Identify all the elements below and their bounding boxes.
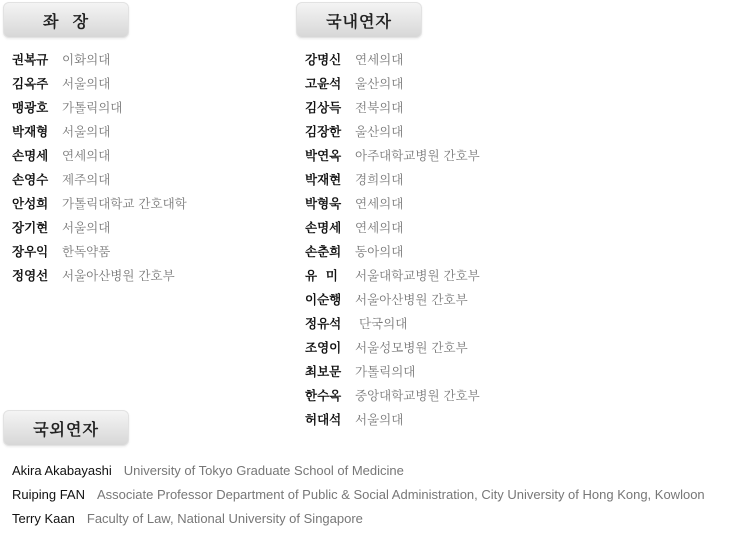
person-affiliation: 서울성모병원 간호부 [355, 340, 468, 355]
speaker-entry [305, 72, 480, 96]
speaker-entry [305, 336, 480, 360]
person-affiliation: 아주대학교병원 간호부 [355, 148, 480, 163]
speaker-entry [305, 216, 480, 240]
person-name: 손명세 [305, 220, 342, 235]
chairs-list [12, 48, 187, 288]
person-affiliation: 서울의대 [355, 412, 404, 427]
person-name: 고윤석 [305, 76, 342, 91]
person-affiliation: Faculty of Law, National University of Singapore [86, 511, 363, 526]
person-name: 이순행 [305, 292, 342, 307]
person-name: 장우익 [12, 244, 49, 259]
speaker-entry [305, 96, 480, 120]
chair-entry [12, 168, 187, 192]
chair-entry [12, 96, 187, 120]
chair-entry [12, 120, 187, 144]
speaker-entry [305, 312, 480, 336]
person-name: 박연옥 [305, 148, 342, 163]
person-affiliation: 가톨릭의대 [355, 364, 416, 379]
person-affiliation: 서울의대 [62, 76, 111, 91]
person-name: 유 미 [305, 268, 338, 283]
foreign-speakers-list [12, 459, 705, 531]
person-name: 손명세 [12, 148, 49, 163]
person-affiliation: 제주의대 [62, 172, 111, 187]
person-name: 안성희 [12, 196, 49, 211]
speaker-entry [305, 360, 480, 384]
domestic-speakers-list [305, 48, 480, 432]
domestic-speakers-heading: 국내연자 [296, 2, 422, 38]
person-name: 박재현 [305, 172, 342, 187]
foreign-speaker-entry [12, 507, 705, 531]
person-name: 박재형 [12, 124, 49, 139]
person-name: 손춘희 [305, 244, 342, 259]
chair-entry [12, 48, 187, 72]
person-affiliation: University of Tokyo Graduate School of Medicine [123, 463, 404, 478]
person-name: 장기현 [12, 220, 49, 235]
chairs-heading: 좌 장 [3, 2, 129, 38]
person-affiliation: 전북의대 [355, 100, 404, 115]
person-affiliation: Associate Professor Department of Public & Social Administration, City University of Hong Kong, Kowloon [96, 487, 705, 502]
chair-entry [12, 144, 187, 168]
person-name: Terry Kaan [12, 511, 75, 526]
person-name: 김장한 [305, 124, 342, 139]
person-name: 최보문 [305, 364, 342, 379]
person-name: Akira Akabayashi [12, 463, 112, 478]
person-affiliation: 서울아산병원 간호부 [355, 292, 468, 307]
person-name: 권복규 [12, 52, 49, 67]
speaker-entry [305, 240, 480, 264]
speaker-entry [305, 384, 480, 408]
chair-entry [12, 216, 187, 240]
person-affiliation: 서울의대 [62, 124, 111, 139]
person-affiliation: 단국의대 [355, 316, 408, 331]
person-affiliation: 연세의대 [355, 196, 404, 211]
person-affiliation: 연세의대 [355, 220, 404, 235]
person-name: 한수옥 [305, 388, 342, 403]
speaker-entry [305, 192, 480, 216]
person-name: 손영수 [12, 172, 49, 187]
foreign-speakers-heading: 국외연자 [3, 410, 129, 446]
person-affiliation: 가톨릭대학교 간호대학 [62, 196, 187, 211]
person-name: 조영이 [305, 340, 342, 355]
person-name: Ruiping FAN [12, 487, 85, 502]
person-name: 김옥주 [12, 76, 49, 91]
person-affiliation: 가톨릭의대 [62, 100, 123, 115]
person-affiliation: 한독약품 [62, 244, 111, 259]
speaker-entry [305, 48, 480, 72]
person-affiliation: 동아의대 [355, 244, 404, 259]
person-affiliation: 연세의대 [355, 52, 404, 67]
chair-entry [12, 72, 187, 96]
person-name: 김상득 [305, 100, 342, 115]
person-affiliation: 서울의대 [62, 220, 111, 235]
person-name: 정영선 [12, 268, 49, 283]
speaker-entry [305, 408, 480, 432]
foreign-speaker-entry [12, 459, 705, 483]
person-affiliation: 연세의대 [62, 148, 111, 163]
person-name: 박형욱 [305, 196, 342, 211]
speaker-entry [305, 120, 480, 144]
person-affiliation: 서울대학교병원 간호부 [355, 268, 480, 283]
person-name: 허대석 [305, 412, 342, 427]
person-affiliation: 중앙대학교병원 간호부 [355, 388, 480, 403]
person-affiliation: 울산의대 [355, 124, 404, 139]
person-affiliation: 이화의대 [62, 52, 111, 67]
person-affiliation: 울산의대 [355, 76, 404, 91]
speaker-entry [305, 168, 480, 192]
speaker-entry [305, 144, 480, 168]
speaker-entry [305, 288, 480, 312]
person-name: 강명신 [305, 52, 342, 67]
foreign-speaker-entry [12, 483, 705, 507]
person-name: 정유석 [305, 316, 342, 331]
person-affiliation: 서울아산병원 간호부 [62, 268, 175, 283]
chair-entry [12, 240, 187, 264]
chair-entry [12, 264, 187, 288]
person-affiliation: 경희의대 [355, 172, 404, 187]
person-name: 맹광호 [12, 100, 49, 115]
chair-entry [12, 192, 187, 216]
speaker-entry [305, 264, 480, 288]
